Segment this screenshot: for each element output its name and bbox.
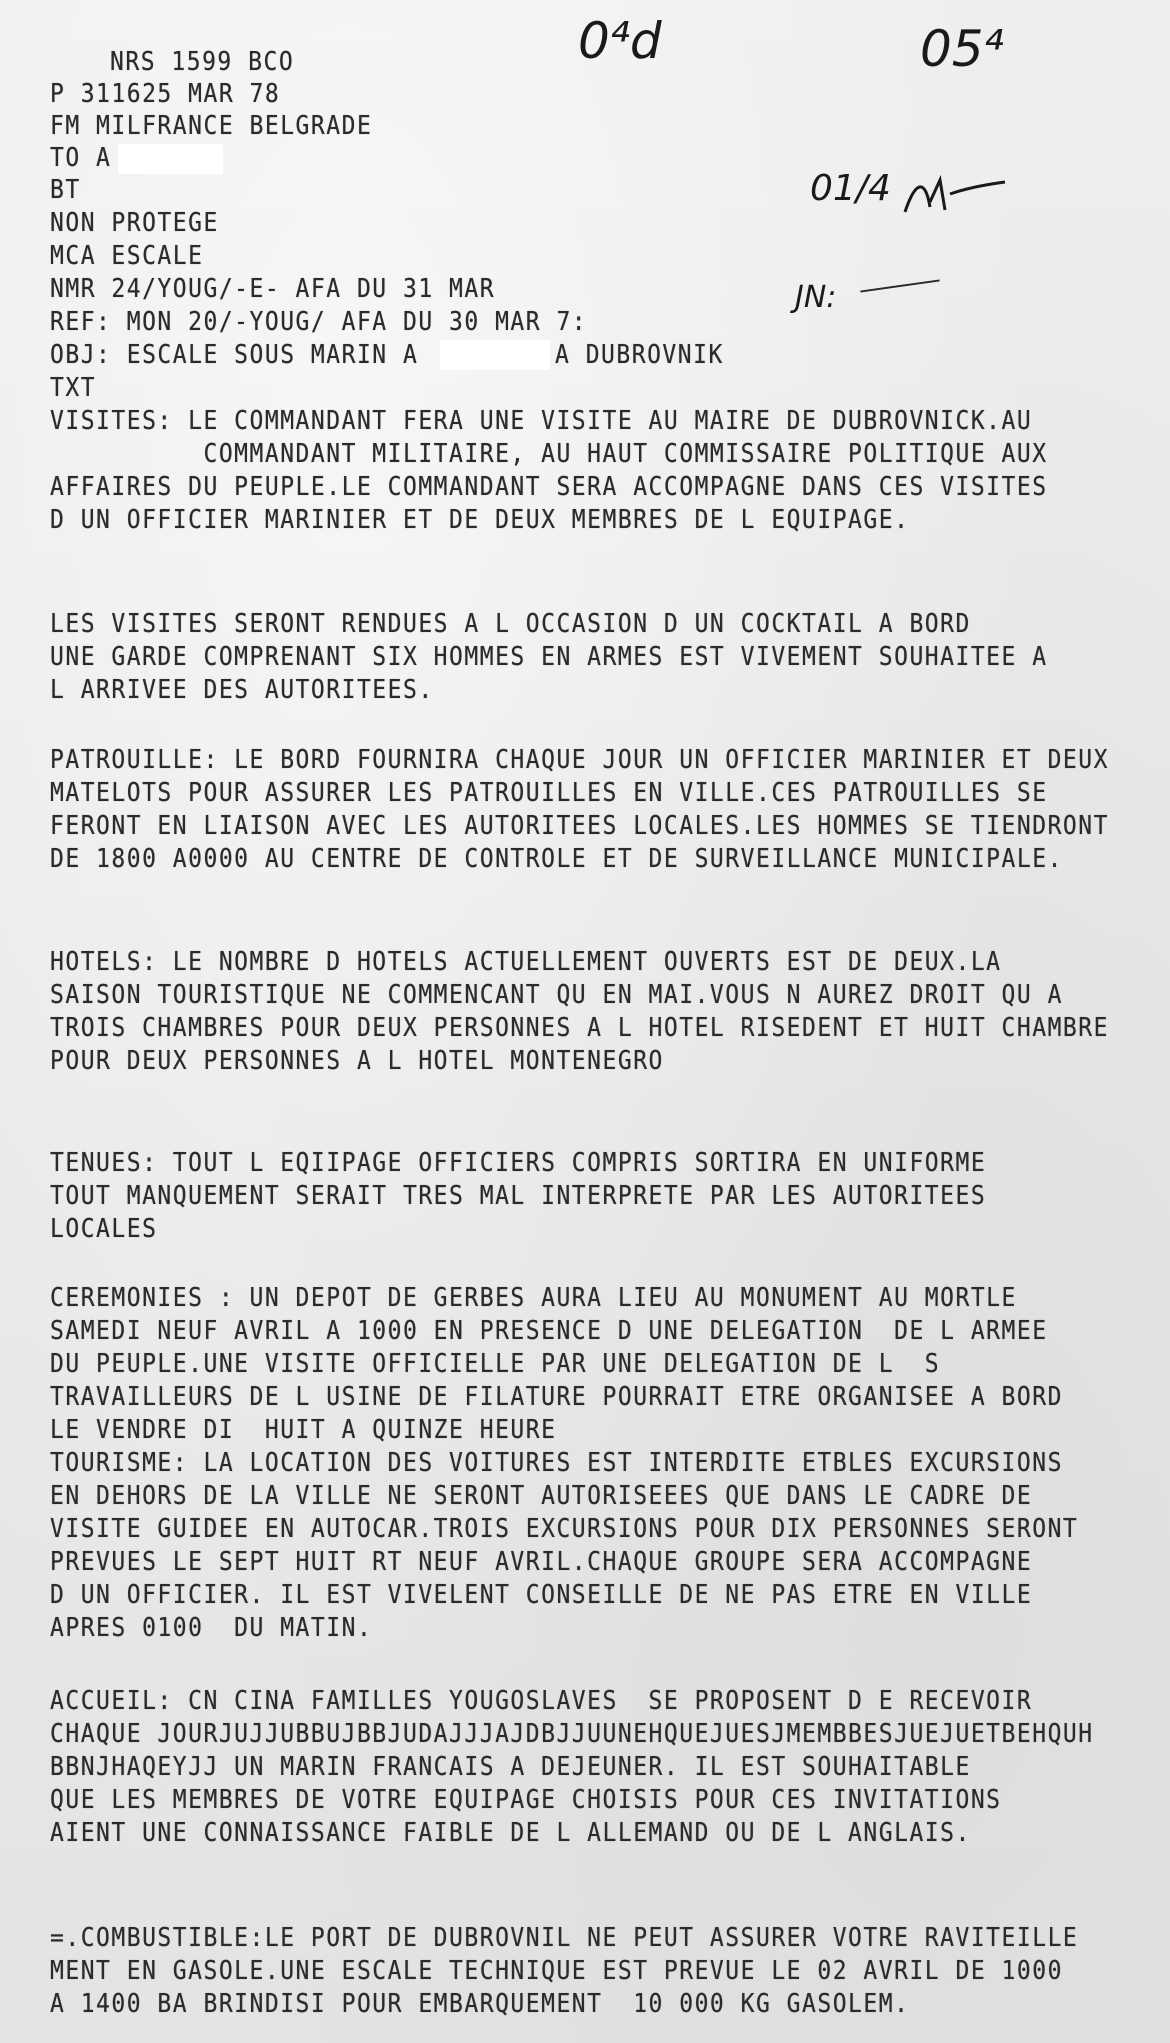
redaction-recipient bbox=[118, 144, 223, 174]
header-line-5: BT bbox=[50, 175, 81, 205]
header-line-6: NON PROTEGE bbox=[50, 208, 219, 238]
visites-line-1: VISITES: LE COMMANDANT FERA UNE VISITE AU MAIRE DE DUBROVNICK.AU bbox=[50, 406, 1033, 436]
patrouille-line-3: FERONT EN LIAISON AVEC LES AUTORITEES LOCALES.LES HOMMES SE TIENDRONT bbox=[50, 811, 1109, 841]
header-line-10b: A DUBROVNIK bbox=[555, 340, 724, 370]
header-line-10a: OBJ: ESCALE SOUS MARIN A bbox=[50, 340, 419, 370]
header-line-8: NMR 24/YOUG/-E- AFA DU 31 MAR bbox=[50, 274, 496, 304]
tourisme-line-2: EN DEHORS DE LA VILLE NE SERONT AUTORISEEES QUE DANS LE CADRE DE bbox=[50, 1481, 1033, 1511]
tenues-line-1: TENUES: TOUT L EQIIPAGE OFFICIERS COMPRIS SORTIRA EN UNIFORME bbox=[50, 1148, 987, 1178]
handwritten-top-right: 05⁴ bbox=[920, 20, 1004, 78]
header-line-2: P 311625 MAR 78 bbox=[50, 79, 281, 109]
patrouille-line-1: PATROUILLE: LE BORD FOURNIRA CHAQUE JOUR UN OFFICIER MARINIER ET DEUX bbox=[50, 745, 1109, 775]
combustible-line-3: A 1400 BA BRINDISI POUR EMBARQUEMENT 10 000 KG GASOLEM. bbox=[50, 1989, 910, 2019]
ceremonies-line-5: LE VENDRE DI HUIT A QUINZE HEURE bbox=[50, 1415, 557, 1445]
visites-line-2: COMMANDANT MILITAIRE, AU HAUT COMMISSAIRE POLITIQUE AUX bbox=[50, 439, 1048, 469]
visites-line-4: D UN OFFICIER MARINIER ET DE DEUX MEMBRES DE L EQUIPAGE. bbox=[50, 505, 910, 535]
cocktail-line-2: UNE GARDE COMPRENANT SIX HOMMES EN ARMES EST VIVEMENT SOUHAITEE A bbox=[50, 642, 1048, 672]
accueil-line-2: CHAQUE JOURJUJJUBBUJBBJUDAJJJAJDBJJUUNEHQUEJUESJMEMBBESJUEJUETBEHQUH bbox=[50, 1719, 1094, 1749]
accueil-line-5: AIENT UNE CONNAISSANCE FAIBLE DE L ALLEMAND OU DE L ANGLAIS. bbox=[50, 1818, 971, 1848]
header-line-1: NRS 1599 BCO bbox=[110, 47, 295, 77]
combustible-line-2: MENT EN GASOLE.UNE ESCALE TECHNIQUE EST PREVUE LE 02 AVRIL DE 1000 bbox=[50, 1956, 1063, 1986]
handwritten-initials: JN: bbox=[795, 280, 837, 315]
accueil-line-4: QUE LES MEMBRES DE VOTRE EQUIPAGE CHOISIS POUR CES INVITATIONS bbox=[50, 1785, 1002, 1815]
handwritten-fraction: 01/4 bbox=[810, 168, 891, 209]
accueil-line-3: BBNJHAQEYJJ UN MARIN FRANCAIS A DEJEUNER. IL EST SOUHAITABLE bbox=[50, 1752, 971, 1782]
hotels-line-4: POUR DEUX PERSONNES A L HOTEL MONTENEGRO bbox=[50, 1046, 664, 1076]
accueil-line-1: ACCUEIL: CN CINA FAMILLES YOUGOSLAVES SE PROPOSENT D E RECEVOIR bbox=[50, 1686, 1033, 1716]
header-line-11: TXT bbox=[50, 373, 97, 403]
tourisme-line-5: D UN OFFICIER. IL EST VIVELENT CONSEILLE DE NE PAS ETRE EN VILLE bbox=[50, 1580, 1033, 1610]
hotels-line-3: TROIS CHAMBRES POUR DEUX PERSONNES A L HOTEL RISEDENT ET HUIT CHAMBRE bbox=[50, 1013, 1109, 1043]
cocktail-line-1: LES VISITES SERONT RENDUES A L OCCASION D UN COCKTAIL A BORD bbox=[50, 609, 971, 639]
visites-line-3: AFFAIRES DU PEUPLE.LE COMMANDANT SERA ACCOMPAGNE DANS CES VISITES bbox=[50, 472, 1048, 502]
header-line-7: MCA ESCALE bbox=[50, 241, 204, 271]
ceremonies-line-2: SAMEDI NEUF AVRIL A 1000 EN PRESENCE D UNE DELEGATION DE L ARMEE bbox=[50, 1316, 1048, 1346]
tenues-line-3: LOCALES bbox=[50, 1214, 158, 1244]
header-line-9: REF: MON 20/-YOUG/ AFA DU 30 MAR 7: bbox=[50, 307, 588, 337]
hotels-line-2: SAISON TOURISTIQUE NE COMMENCANT QU EN MAI.VOUS N AUREZ DROIT QU A bbox=[50, 980, 1063, 1010]
cocktail-line-3: L ARRIVEE DES AUTORITEES. bbox=[50, 675, 434, 705]
tourisme-line-1: TOURISME: LA LOCATION DES VOITURES EST INTERDITE ETBLES EXCURSIONS bbox=[50, 1448, 1063, 1478]
handwritten-scribble bbox=[900, 172, 1010, 222]
redaction-submarine-name bbox=[440, 340, 550, 370]
tourisme-line-3: VISITE GUIDEE EN AUTOCAR.TROIS EXCURSIONS POUR DIX PERSONNES SERONT bbox=[50, 1514, 1079, 1544]
ceremonies-line-4: TRAVAILLEURS DE L USINE DE FILATURE POURRAIT ETRE ORGANISEE A BORD bbox=[50, 1382, 1063, 1412]
tenues-line-2: TOUT MANQUEMENT SERAIT TRES MAL INTERPRETE PAR LES AUTORITEES bbox=[50, 1181, 987, 1211]
header-line-4: TO A bbox=[50, 143, 112, 173]
patrouille-line-4: DE 1800 A0000 AU CENTRE DE CONTROLE ET DE SURVEILLANCE MUNICIPALE. bbox=[50, 844, 1063, 874]
tourisme-line-4: PREVUES LE SEPT HUIT RT NEUF AVRIL.CHAQUE GROUPE SERA ACCOMPAGNE bbox=[50, 1547, 1033, 1577]
patrouille-line-2: MATELOTS POUR ASSURER LES PATROUILLES EN VILLE.CES PATROUILLES SE bbox=[50, 778, 1048, 808]
tourisme-line-6: APRES 0100 DU MATIN. bbox=[50, 1613, 373, 1643]
handwritten-top-center: 0⁴d bbox=[578, 12, 662, 70]
hotels-line-1: HOTELS: LE NOMBRE D HOTELS ACTUELLEMENT OUVERTS EST DE DEUX.LA bbox=[50, 947, 1002, 977]
ceremonies-line-3: DU PEUPLE.UNE VISITE OFFICIELLE PAR UNE DELEGATION DE L S bbox=[50, 1349, 941, 1379]
combustible-line-1: =.COMBUSTIBLE:LE PORT DE DUBROVNIL NE PEUT ASSURER VOTRE RAVITEILLE bbox=[50, 1923, 1079, 1953]
ceremonies-line-1: CEREMONIES : UN DEPOT DE GERBES AURA LIEU AU MONUMENT AU MORTLE bbox=[50, 1283, 1017, 1313]
handwritten-initials-stroke bbox=[860, 279, 939, 292]
header-line-3: FM MILFRANCE BELGRADE bbox=[50, 111, 373, 141]
